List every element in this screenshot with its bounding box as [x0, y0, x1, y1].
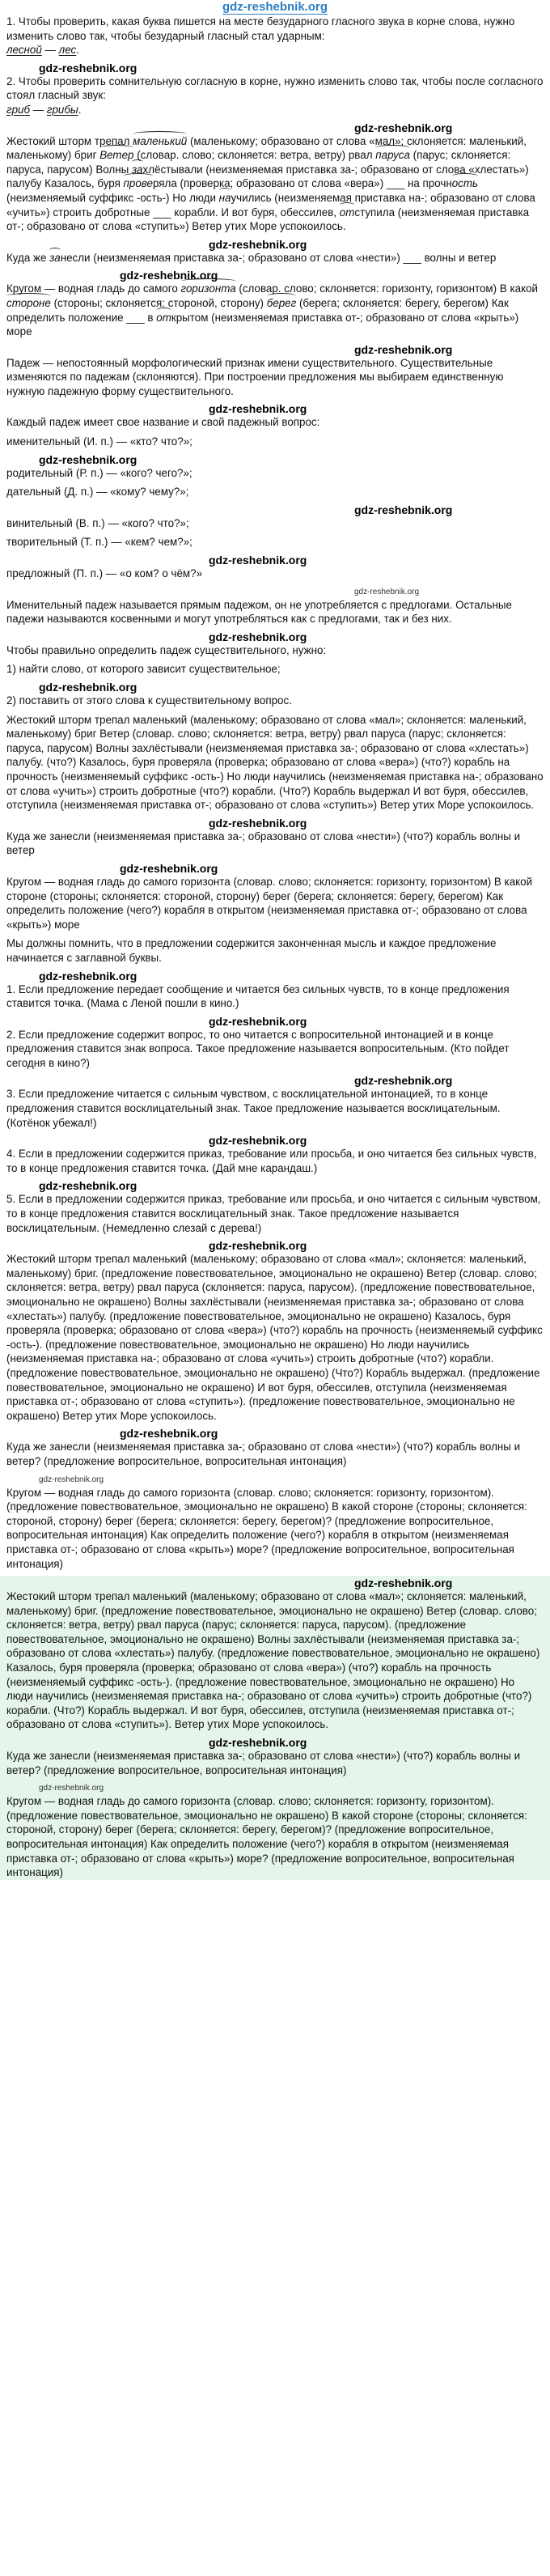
step-item: 2) поставить от этого слова к существительному вопрос. [6, 694, 292, 707]
watermark: gdz-reshebnik.org [39, 61, 138, 74]
rule-2-period: . [78, 103, 82, 116]
rule-1-text: 1. Чтобы проверить, какая буква пишется на месте безударного гласного звука в корне слова, нужно изменить слово так, чтобы безударный гласный стал ударным: [6, 15, 515, 42]
story4-3: Кругом — водная гладь до самого горизонта (словар. слово; склоняется: горизонту, горизонтом). (предложение повествовательное, эмоционально не окрашено) В какой стороне (стороны; склоняется: стороной, сторону) берег (берега; склоняется: берегу, берегом)? (предложение вопросительное, вопросительная интонация) Как определить положение (чего?) корабля в открытом (неизменяемая приставка от-; образовано от слова «крыть») море? (предложение вопросительное, вопросительная интонация) [6, 1795, 527, 1879]
story2-1: Жестокий шторм трепал маленький (маленькому; образовано от слова «мал»; склоняется: маленький, маленькому) бриг Ветер (словар. слово; склоняется: ветра, ветру) рвал паруса (парус; склоняется: паруса, парусом) Волны захлёстывали (неизменяемая приставка за-; образовано от слова «хлестать») палубу. (что?) Казалось, буря проверяла (проверка; образовано от слова «вера») (что?) корабль на прочность (неизменяемый суффикс -ость-) Но люди научились (неизменяемая приставка на-; образовано от слова «учить») строить добротные (что?) корабли. (Что?) Корабль выдержал И вот буря, обессилев, отступила (неизменяемая приставка от-; образовано от слова «ступить») Ветер утих Море успокоилось. [6, 713, 544, 812]
marked-word: маленький [133, 134, 188, 147]
watermark: gdz-reshebnik.org [209, 554, 307, 567]
story-text: ряла (проверка; образовано от слова «вера») ___ на прочн [152, 177, 452, 190]
story3-1: Жестокий шторм трепал маленький (маленькому; образовано от слова «мал»; склоняется: маленький, маленькому) бриг. (предложение повествовательное, эмоционально не окрашено) Ветер (словар. слово; склоняется: ветра, ветру) рвал паруса (склоняется: паруса, парусом). (предложение повествовательное, эмоционально не окрашено) Волны захлёстывали (неизменяемая приставка за-; образовано от слова «хлестать») палубу. (предложение повествовательное, эмоционально не окрашено) Казалось, буря проверяла (проверка; образовано от слова «вера») (что?) корабль на прочность (неизменяемый суффикс -ость-). (предложение повествовательное, эмоционально не окрашено) Но люди научились (неизменяемая приставка на-; образовано от слова «учить») строить добротные (что?) корабли. (предложение повествовательное, эмоционально не окрашено) (Что?) Корабль выдержал. (предложение повествовательное, эмоционально не окрашено) И вот буря, обессилев, отступила (неизменяемая приставка от-; образовано от слова «ступить»). (предложение повествовательное, эмоционально не окрашено) Ветер утих Море успокоилось. [6, 1253, 543, 1422]
sentence-rule: 4. Если в предложении содержится приказ, требование или просьба, и оно читается без сильных чувств, то в конце предложения ставится точка. (Дай мне карандаш.) [6, 1148, 537, 1174]
case-item: творительный (Т. п.) — «кем? чем?»; [6, 536, 192, 549]
watermark: gdz-reshebnik.org [354, 342, 453, 356]
watermark: gdz-reshebnik.org [120, 1427, 218, 1441]
marked-word: Ветер [99, 149, 134, 162]
rule-2-dash: — [30, 103, 47, 116]
watermark: gdz-reshebnik.org [354, 1577, 453, 1590]
story-text: (стороны; склоняется: стороной, сторону) [50, 296, 267, 309]
story3-2: Куда же занесли (неизменяемая приставка за-; образовано от слова «нести») (что?) корабль волны и ветер? (предложение вопросительное, вопросительная интонация) [6, 1441, 521, 1467]
marked-word: за [131, 163, 143, 176]
rule-1-example-b: лес [58, 44, 77, 57]
story-text: (неизменяемый суффикс -ость-) Но люди [6, 191, 219, 204]
site-title-link[interactable]: gdz-reshebnik.org [222, 0, 328, 14]
case-item: предложный (П. п.) — «о ком? о чём?» [6, 567, 203, 580]
marked-word: за [49, 251, 61, 264]
story-text: (словар. слово; склоняется: ветра, ветру) рвал [133, 149, 376, 162]
story4-1: Жестокий шторм трепал маленький (маленькому; образовано от слова «мал»; склоняется: маленький, маленькому) бриг. (предложение повествовательное, эмоционально не окрашено) Ветер (словар. слово; склоняется: ветра, ветру) рвал паруса (парус; склоняется: паруса, парусом). (предложение повествовательное, эмоционально не окрашено) Волны захлёстывали (неизменяемая приставка за-; образовано от слова «хлестать») палубу. (предложение повествовательное, эмоционально не окрашено) Казалось, буря проверяла (проверка; образовано от слова «вера») (что?) корабль на прочность (неизменяемый суффикс -ость-). (предложение повествовательное, эмоционально не окрашено) Но люди научились (неизменяемая приставка на-; образовано от слова «учить») строить добротные (что?) корабли. (Что?) Корабль выдержал. И вот буря, обессилев, отступила (неизменяемая приставка от-; образовано от слова «ступить»). Ветер утих Море успокоилось. [6, 1590, 540, 1731]
story-text: несли (неизменяемая приставка за-; образовано от слова «нести») ___ волны и ветер [60, 251, 497, 264]
sentence-rule: 5. Если в предложении содержится приказ, требование или просьба, и оно читается с сильным чувством, то в конце предложения ставится восклицательный знак. Такое предложение называется восклицательным. (Немедленно слезай с дерева!) [6, 1193, 541, 1234]
rule-2-text: 2. Чтобы проверить сомнительную согласную в корне, нужно изменить слово так, чтобы после согласного стоял гласный звук: [6, 74, 544, 102]
watermark: gdz-reshebnik.org [209, 630, 307, 643]
watermark: gdz-reshebnik.org [209, 1014, 307, 1028]
watermark: gdz-reshebnik.org [39, 1475, 104, 1484]
rule-1-period: . [76, 44, 79, 57]
watermark: gdz-reshebnik.org [209, 816, 307, 830]
story-text: ступила (неизменяемая приставка от-; образовано от слова «ступить») Ветер утих Море успокоилось. [6, 206, 530, 233]
watermark: gdz-reshebnik.org [209, 402, 307, 416]
story3-3: Кругом — водная гладь до самого горизонта (словар. слово; склоняется: горизонту, горизонтом). (предложение повествовательное, эмоционально не окрашено) В какой стороне (стороны; склоняется: стороной, сторону) берег (берега; склоняется: берегу, берегом)? (предложение вопросительное, вопросительная интонация) Как определить положение (чего?) корабля в открытом (неизменяемая приставка от-; образовано от слова «крыть») море? (предложение вопросительное, вопросительная интонация) [6, 1486, 527, 1570]
watermark: gdz-reshebnik.org [39, 969, 138, 982]
story-text: (берега; склоняется: берегу, берегом) Как определить положение ___ в [6, 296, 509, 324]
rule-1 [6, 15, 544, 57]
story4-2: Куда же занесли (неизменяемая приставка за-; образовано от слова «нести») (что?) корабль волны и ветер? (предложение вопросительное, вопросительная интонация) [6, 1750, 521, 1776]
watermark: gdz-reshebnik.org [209, 237, 307, 251]
watermark: gdz-reshebnik.org [120, 861, 218, 875]
watermark: gdz-reshebnik.org [39, 681, 138, 694]
marked-word: прове [123, 177, 153, 190]
story-text: (словар. слово; склоняется: горизонту, горизонтом) В какой [235, 282, 539, 295]
watermark: gdz-reshebnik.org [120, 269, 218, 282]
theory2-p1: Мы должны помнить, что в предложении содержится законченная мысль и каждое предложение начинается с заглавной буквы. [6, 937, 497, 964]
sentence-rule: 2. Если предложение содержит вопрос, то оно читается с вопросительной интонацией и в конце предложения ставится знак вопроса. Такое предложение называется вопросительным. (Кто пойдет сегодня в кино?) [6, 1028, 510, 1069]
story-text: (парус; склоняется: паруса, парусом) Волны [6, 149, 511, 176]
story-text: хлёстывали (неизменяемая приставка за-; образовано от слова «хлестать») палубу Казалось, буря [6, 163, 529, 190]
watermark: gdz-reshebnik.org [209, 1736, 307, 1750]
marked-word: берег [266, 296, 297, 309]
story-text: (маленькому; образовано от слова «мал»; склоняется: маленький, маленькому) бриг [6, 134, 527, 162]
sentence-rule: 3. Если предложение читается с сильным чувством, с восклицательной интонацией, то в конце предложения ставится восклицательный знак. Такое предложение называется восклицательным. (Котёнок убежал!) [6, 1088, 501, 1129]
case-item: именительный (И. п.) — «кто? что?»; [6, 435, 192, 448]
watermark: gdz-reshebnik.org [354, 121, 453, 134]
marked-word: ость [451, 177, 479, 190]
marked-word: от [156, 311, 171, 324]
site-title[interactable] [6, 0, 544, 15]
watermark: gdz-reshebnik.org [39, 452, 138, 466]
marked-word: на [218, 191, 231, 204]
theory-p3: Именительный падеж называется прямым падежом, он не употребляется с предлогами. Остальные падежи называются косвенными и могут употребляться как с предлогами, так и без них. [6, 598, 512, 626]
theory-p1: Падеж — непостоянный морфологический признак имени существительного. Существительные изменяются по падежам (склоняются). При построении предложения мы выбираем единственную нужную падежную форму существительного. [6, 356, 504, 397]
story-text: Куда же [6, 251, 50, 264]
story-text: учились (неизменяемая приставка на-; образовано от слова «учить») строить добротные ___ корабли. И вот буря, обессилев, [6, 191, 535, 219]
watermark: gdz-reshebnik.org [39, 1179, 138, 1193]
highlighted-answer [0, 1576, 550, 1880]
step-item: 1) найти слово, от которого зависит существительное; [6, 663, 281, 676]
watermark: gdz-reshebnik.org [354, 1074, 453, 1088]
story-text: Жестокий шторм трепал [6, 134, 133, 147]
rule-2-example-a: гриб [6, 103, 31, 116]
watermark: gdz-reshebnik.org [39, 1784, 104, 1793]
rule-2 [6, 74, 544, 117]
marked-word: стороне [6, 296, 51, 309]
story-text: Кругом — водная гладь до самого [6, 282, 181, 295]
rule-2-example-b: грибы [46, 103, 78, 116]
theory-p2: Каждый падеж имеет свое название и свой падежный вопрос: [6, 416, 320, 429]
story-3 [6, 282, 544, 338]
story-text: крытом (неизменяемая приставка от-; образовано от слова «крыть») море [6, 311, 519, 338]
story2-2: Куда же занесли (неизменяемая приставка за-; образовано от слова «нести») (что?) корабль волны и ветер [6, 830, 521, 857]
sentence-rule: 1. Если предложение передает сообщение и читается без сильных чувств, то в конце предложения ставится точка. (Мама с Леной пошли в кино.) [6, 982, 510, 1010]
rule-1-dash: — [41, 44, 59, 57]
story-2 [6, 251, 544, 265]
marked-word: горизонта [180, 282, 236, 295]
theory-p4: Чтобы правильно определить падеж существительного, нужно: [6, 643, 327, 656]
watermark: gdz-reshebnik.org [209, 1239, 307, 1253]
case-item: винительный (В. п.) — «кого? что?»; [6, 516, 189, 529]
marked-word: паруса [375, 149, 410, 162]
case-item: родительный (Р. п.) — «кого? чего?»; [6, 466, 192, 479]
watermark: gdz-reshebnik.org [354, 587, 420, 596]
story-1 [6, 134, 544, 234]
story2-3: Кругом — водная гладь до самого горизонта (словар. слово; склоняется: горизонту, горизонтом) В какой стороне (стороны; склоняется: стороной, сторону) берег (берега; склоняется: берегу, берегом) Как определить положение (чего?) корабля в открытом (неизменяемая приставка от-; образовано от слова «крыть») море [6, 875, 533, 931]
marked-word: от [339, 206, 355, 219]
watermark: gdz-reshebnik.org [354, 503, 453, 516]
case-item: дательный (Д. п.) — «кому? чему?»; [6, 486, 189, 499]
watermark: gdz-reshebnik.org [209, 1134, 307, 1148]
rule-1-example-a: лесной [6, 44, 42, 57]
